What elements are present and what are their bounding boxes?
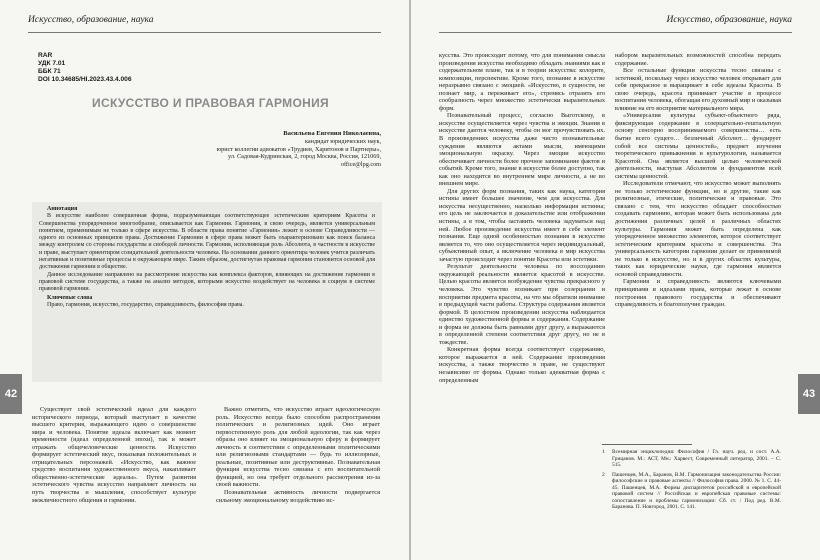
footnote-text: Всемирная энциклопедия: Философия / Гл. науч. ред. и сост. А.А. Грицанов. М.: АСТ, Мн.: Харвест, Современный литератор, 2001. – С. 515.: [612, 449, 781, 468]
abstract-paragraph: В искусстве наиболее совершенная форма, подразумевающая соответствующее эстетическим критериям Красоты и Совершенства упорядоченное многообразие, описывается как Гармония. Гармония, в свою очередь, является универсальным понятием, применимым не только в сфере искусства. В области права понятие «Гармония» лежит в основе Справедливости — одного из основных принципов права. Достижение Гармонии в сфере права может быть охарактеризовано как поиск баланса между контролем со стороны государства и свободой личности. Гармония, исполняющая роль Абсолюта, в частности в искусстве и праве, выступает ориентиром созидательной деятельности человека. На основании данного ориентира человек учится различать негативные и позитивные процессы в окружающем мире. Таким образом, достигнутая правовая гармония становится основой для достижения гармонии в обществе.: [39, 213, 375, 271]
left-page: [0, 0, 409, 560]
footnote: [602, 449, 781, 469]
page-number-right: 43: [798, 374, 820, 414]
udc-code: УДК 7.01: [38, 60, 66, 67]
page-number-left: 42: [0, 374, 22, 414]
rar-code: RAR: [38, 52, 53, 59]
running-header-right: Искусство, образование, наука: [666, 15, 792, 25]
footnote-number: 2: [602, 471, 605, 478]
running-header-left: Искусство, образование, наука: [28, 15, 154, 25]
body-paragraph: Для других форм познания, таких как наука, категория истины имеет большее значение, чем для искусства. Для искусства несущественно, насколько информация истинна; его цель не заключается в доказательстве или отображении истины, а в том, чтобы заставить человека задуматься над ней. Любое произведение искусства имеет в себе элемент познания. Еще одной особенностью познания в искусстве является то, что оно осуществляется через индивидуальный, субъективный опыт, а включение человека в мир искусства зачастую происходит через понятие Красоты или эстетики.: [439, 187, 605, 263]
abstract-paragraph: Данное исследование направлено на рассмотрение искусства как комплекса факторов, влияющих на достижение гармонии в правовой системе государства, а также на анализ методов, которыми искусство воздействует на человека и социум в системе правовой гармонии.: [39, 271, 375, 293]
keywords-text: Право, гармония, искусство, государство, справедливость, философия права.: [47, 301, 244, 308]
body-paragraph: Конкретная форма всегда соответствует содержанию, которое выражается в ней. Содержание произведения искусства, а также творчество в праве, не существуют независимо от формы. Однако только адекватная форма с определенным: [439, 346, 605, 384]
body-paragraph: «Универсалия культуры субъект-объектного ряда, фиксирующая содержание в созерцательно-гештальтную основу сенсорно воспринимаемого совершенства… есть бытие всего сущего… безличный Абсолют… фундирует собой все системы ценностей», предмет изучения теоретического привыкнения и культурологии, называется Красотой. Она является высшей целью человеческой деятельности, выступая Абсолютом и фундаментом всей системы ценностей.: [615, 112, 781, 180]
body-paragraph: Познавательный процесс, согласно Выготскому, в искусстве осуществляется через чувства и эмоции. Знания в искусстве даются человеку, чтобы он мог прочувствовать их. В произведениях искусства даже чисто познавательные суждения являются актами мысли, имеющими эмоциональную окраску. Через эмоции искусство обеспечивает личности более прочное запоминание фактов и событий. Кроме того, знание в искусстве более доступно, так как оно находится во внутреннем мире личности, а не во внешнем мире.: [439, 112, 605, 188]
footnote-divider: [602, 444, 692, 445]
footnote-number: 1: [602, 449, 605, 455]
body-paragraph: Гармония и справедливость являются ключевыми принципами и идеалами права, которые лежат в основе построения правового государства и обеспечивают справедливость и благополучие граждан.: [615, 278, 781, 309]
header-divider-left: [28, 32, 381, 33]
body-paragraph: кусства. Это происходит потому, что для понимания смысла произведения искусства необходимо обладать знаниями как в содержательном плане, так и в теории искусства: колорите, композиции, перспективе. Кроме того, познание в искусстве неразрывно связано с эмоцией. «Искусство, в сущности, не познает мир, а переживает его», стремясь отразить его сообразность через множество эстетически выразительных форм.: [439, 52, 605, 112]
body-paragraph: набором выразительных возможностей способна передать содержание.: [615, 52, 781, 67]
article-metadata: [38, 52, 131, 84]
author-affiliation: юрист коллегии адвокатов «Трудиев, Харитонов и Партнеры»,: [216, 145, 381, 153]
body-column-4: [615, 52, 781, 309]
body-paragraph: Результат деятельности человека по воссозданию окружающей реальности является красотой в искусстве. Целью красоты является возбуждение чувства прекрасного у человека. Это чувство возникает при созерцании и восприятии предмета красоты, на что мы обратили внимание в предыдущей части работы. Структура содержания является формой. В целостном произведении искусства наблюдается единство художественной формы и содержания. Содержание и форма не должны быть равными друг другу, а выражаются в определенной степени соответствия друг другу, но не в тождестве.: [439, 263, 605, 346]
keywords-label: Ключевые слова: [47, 294, 93, 301]
body-paragraph: Исследователи отмечают, что искусство может выполнять не только эстетические функции, но и другие, такие как религиозные, этические, политические и правовые. Это связано с тем, что искусство обладает способностью создавать гармонию, которая может быть использована для достижения различных целей в различных областях культуры. Гармония может быть определена как упорядоченное множество элементов, которое соответствует эстетическим критериям красоты и совершенства. Эта универсальность категории гармонии делает ее применимой не только в искусстве, но и в других областях культуры, таких как юридические науки, где гармония является основой справедливости.: [615, 180, 781, 278]
abstract-box: [32, 202, 382, 382]
author-degree: кандидат юридических наук,: [304, 138, 381, 146]
footnote-text: Пашенцев, М.А., Баранов, В.М. Гармонизация законодательства России: философские и правовые аспекты // Философия права. 2000. № 1. С. 44-45. Пашенцев, М.А. Формы диспаритетов российской и европейской правовой систем // Российская и европейская правовые системы: сопоставление и проблемы гармонизации: Сб. ст. / Под ред. В.М. Баранова. П. Новгород, 2001. С. 141.: [612, 471, 781, 510]
abstract-label: Аннотация: [47, 206, 78, 212]
body-paragraph: Все остальные функции искусства тесно связаны с эстетикой, поскольку через искусство человек открывает для себя прекрасное и выращивает в себе идеалы Красоты. В свою очередь, красота принимает участие в процессе воспитания человека, обогащая его духовный мир и оказывая влияние на его восприятие материального мира.: [615, 67, 781, 112]
author-email: office@lpg.com: [340, 160, 381, 168]
author-name: Васильева Евгения Николаевна,: [283, 130, 381, 137]
body-paragraph: Познавательная активность личности подвергается сильному эмоциональному воздействию ис-: [216, 489, 380, 504]
bbk-code: ББК 71: [38, 68, 61, 75]
body-paragraph: Важно отметить, что искусство играет идеологическую роль. Искусство всегда было способом распространения политических и религиозных идей. Оно играет первостепенную роль для любой идеологии, так как через образы оно влияет на эмоциональную сферу и формирует личность в соответствии с определенными политическими или религиозными стандартами — будь то иллюзорные, реальные, позитивные или деструктивные. Познавательная функция искусства тесно связана с его воспитательной функцией, но она требует отдельного рассмотрения из-за своей важности.: [216, 406, 380, 489]
body-column-2: [216, 406, 380, 504]
author-address: ул. Садовая-Кудринская, 2, город Москва, Россия, 121069,: [228, 153, 381, 161]
body-paragraph: Существует свой эстетический идеал для каждого исторического периода, который выступает в качестве высшего критерия, выражающего идею о совершенстве мира и человека. Понятие идеала включает как момент временности (идеал определенной эпохи), так и может отражать общечеловеческие ценности. Искусство формирует эстетический вкус, показывая положительных и отрицательных персонажей. «Искусство, как важное средство воспитания художественного вкуса, накапливает общественно-эстетические идеалы». Путем развития эстетического чувства искусство направляет личность на путь творчества и мышления, способствует культуре межличностного общения и гармонии.: [32, 406, 196, 504]
doi-code: DOI 10.34685/HI.2023.43.4.006: [38, 76, 132, 83]
header-divider-right: [439, 32, 792, 33]
author-block: [81, 130, 381, 168]
footnote: [602, 472, 781, 511]
body-column-1: [32, 406, 196, 504]
body-column-3: [439, 52, 605, 384]
footnotes: [602, 449, 781, 514]
article-title: ИСКУССТВО И ПРАВОВАЯ ГАРМОНИЯ: [92, 96, 329, 110]
